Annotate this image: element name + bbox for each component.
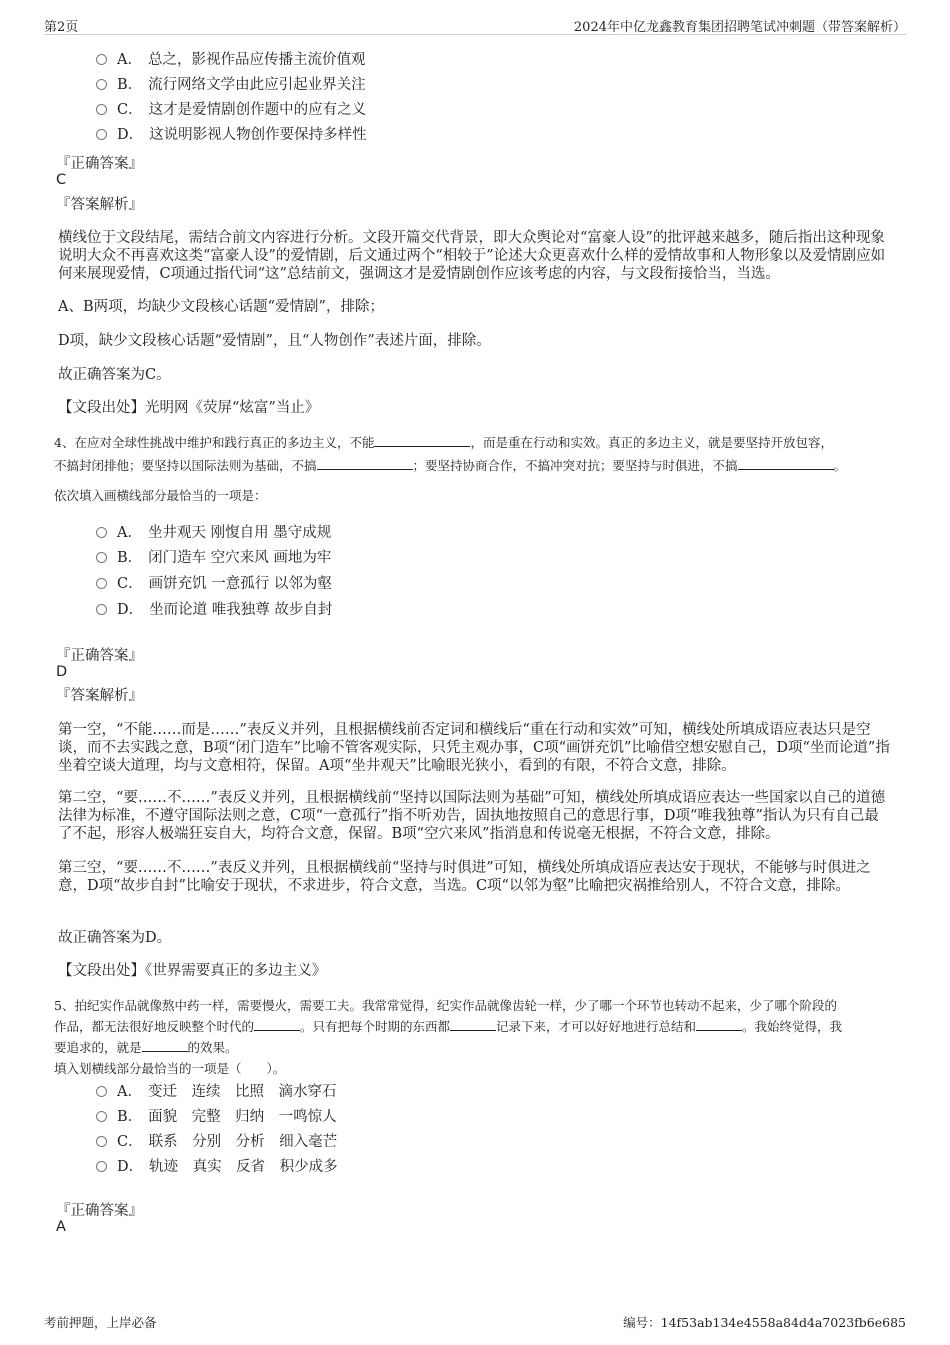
fill-blank: [254, 1016, 300, 1031]
answer-value: D: [56, 664, 68, 680]
analysis-conclusion: 故正确答案为C。: [58, 367, 171, 383]
question-5-prompt: 填入划横线部分最恰当的一项是（ ）。: [54, 1061, 286, 1076]
radio-icon[interactable]: [96, 1161, 107, 1172]
radio-icon[interactable]: [96, 527, 107, 538]
answer-label: 『正确答案』: [56, 1203, 143, 1219]
analysis-label: 『答案解析』: [56, 688, 143, 704]
q3-option-d[interactable]: D． 这说明影视人物创作要保持多样性: [96, 123, 367, 147]
radio-icon[interactable]: [96, 604, 107, 615]
fill-blank: [738, 455, 834, 470]
analysis-label: 『答案解析』: [56, 197, 143, 213]
radio-icon[interactable]: [96, 104, 107, 115]
fill-blank: [142, 1037, 188, 1052]
answer-label: 『正确答案』: [56, 156, 143, 172]
q5-option-c[interactable]: C． 联系 分别 分析 细入毫芒: [96, 1130, 337, 1154]
fill-blank: [317, 455, 413, 470]
source-citation: 【文段出处】《世界需要真正的多边主义》: [58, 963, 327, 979]
analysis-paragraph: 第三空，“要……不……”表反义并列，且根据横线前“坚持与时俱进”可知，横线处所填成语应表达安于现状，不能够与时俱进之意，D项“故步自封”比喻安于现状，不求进步，符合文意，当选。C项“以邻为壑”比喻把灾祸推给别人，不符合文意，排除。: [58, 860, 871, 894]
page-header: [44, 0, 906, 35]
question-4-prompt: 依次填入画横线部分最恰当的一项是：: [54, 488, 267, 503]
answer-value: C: [56, 172, 67, 188]
analysis-conclusion: 故正确答案为D。: [58, 930, 172, 946]
source-citation: 【文段出处】光明网《荧屏“炫富”当止》: [58, 400, 320, 416]
answer-label: 『正确答案』: [56, 648, 143, 664]
radio-icon[interactable]: [96, 578, 107, 589]
fill-blank: [374, 432, 470, 447]
document-id: 编号：14f53ab134e4558a84d4a7023fb6e685: [623, 1315, 906, 1330]
q3-option-a[interactable]: A． 总之，影视作品应传播主流价值观: [96, 48, 365, 72]
radio-icon[interactable]: [96, 54, 107, 65]
footer-slogan: 考前押题，上岸必备: [44, 1315, 157, 1330]
radio-icon[interactable]: [96, 129, 107, 140]
q3-option-b[interactable]: B． 流行网络文学由此应引起业界关注: [96, 73, 366, 97]
radio-icon[interactable]: [96, 1086, 107, 1097]
q5-option-d[interactable]: D． 轨迹 真实 反省 积少成多: [96, 1155, 338, 1179]
q4-option-c[interactable]: C． 画饼充饥 一意孤行 以邻为壑: [96, 572, 332, 596]
analysis-paragraph: D项，缺少文段核心话题“爱情剧”，且“人物创作”表述片面，排除。: [58, 333, 491, 349]
analysis-paragraph: 第二空，“要……不……”表反义并列，且根据横线前“坚持以国际法则为基础”可知，横线处所填成语应表达一些国家以自己的道德法律为标准，不遵守国际法则之意，C项“一意孤行”指不听劝告，固执地按照自己的意思行事，D项“唯我独尊”指认为只有自己最了不起，形容人极端狂妄自大，均符合文意，保留。B项“空穴来风”指消息和传说毫无根据，不符合文意，排除。: [58, 790, 886, 842]
analysis-paragraph: 横线位于文段结尾，需结合前文内容进行分析。文段开篇交代背景，即大众舆论对“富豪人设”的批评越来越多，随后指出这种现象说明大众不再喜欢这类“富豪人设”的爱情剧，后文通过两个“相较于”论述大众更喜欢什么样的爱情故事和人物形象以及爱情剧应如何来展现爱情，C项通过指代词“这”总结前文，强调这才是爱情剧创作应该考虑的内容，与文段衔接恰当，当选。: [58, 230, 886, 282]
analysis-paragraph: A、B两项，均缺少文段核心话题“爱情剧”，排除；: [58, 299, 384, 315]
answer-value: A: [56, 1219, 66, 1235]
radio-icon[interactable]: [96, 552, 107, 563]
document-title: 2024年中亿龙鑫教育集团招聘笔试冲刺题（带答案解析）: [573, 20, 906, 35]
page-number: 第2页: [44, 20, 79, 35]
radio-icon[interactable]: [96, 1136, 107, 1147]
fill-blank: [696, 1016, 742, 1031]
page-footer: [44, 1313, 906, 1333]
q4-option-d[interactable]: D． 坐而论道 唯我独尊 故步自封: [96, 598, 332, 622]
q5-option-b[interactable]: B． 面貌 完整 归纳 一鸣惊人: [96, 1105, 337, 1129]
q4-option-a[interactable]: A． 坐井观天 刚愎自用 墨守成规: [96, 521, 331, 545]
radio-icon[interactable]: [96, 1111, 107, 1122]
q5-option-a[interactable]: A． 变迁 连续 比照 滴水穿石: [96, 1080, 336, 1104]
q3-option-c[interactable]: C． 这才是爱情剧创作题中的应有之义: [96, 98, 366, 122]
question-4-stem: 4、在应对全球性挑战中维护和践行真正的多边主义，不能 ，而是重在行动和实效。真正的多边主义，就是要坚持开放包容， 不搞封闭排他；要坚持以国际法则为基础，不搞 ；要坚持协商合作，不搞冲突对抗；要坚持与时俱进，不搞 。: [54, 431, 894, 477]
q4-option-b[interactable]: B． 闭门造车 空穴来风 画地为牢: [96, 546, 331, 570]
fill-blank: [450, 1016, 496, 1031]
radio-icon[interactable]: [96, 79, 107, 90]
question-5-stem: 5、拍纪实作品就像熬中药一样，需要慢火，需要工夫。我常常觉得，纪实作品就像齿轮一样，少了哪一个环节也转动不起来，少了哪个阶段的 作品，都无法很好地反映整个时代的 。只有把每个时期的东西都 记录下来，才可以好好地进行总结和 。我始终觉得，我 要追求的，就是 的效果。: [54, 998, 843, 1055]
analysis-paragraph: 第一空，“不能……而是……”表反义并列，且根据横线前否定词和横线后“重在行动和实效”可知，横线处所填成语应表达只是空谈，而不去实践之意，B项“闭门造车”比喻不管客观实际，只凭主观办事，C项“画饼充饥”比喻借空想安慰自己，D项“坐而论道”指坐着空谈大道理，均与文意相符，保留。A项“坐井观天”比喻眼光狭小，看到的有限，不符合文意，排除。: [58, 722, 890, 774]
